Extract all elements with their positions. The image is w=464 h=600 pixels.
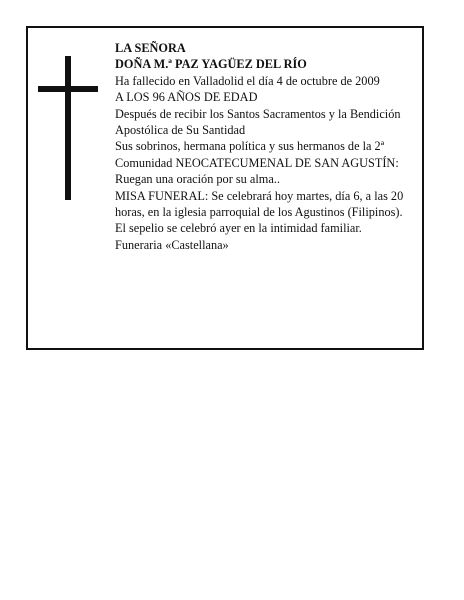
- family-line: Sus sobrinos, hermana política y sus hermanos de la 2ª Comunidad NEOCATECUMENAL DE SAN AGUSTÍN:: [115, 139, 399, 170]
- cross-horizontal-bar: [38, 86, 98, 92]
- deceased-name: DOÑA M.ª PAZ YAGÜEZ DEL RÍO: [115, 57, 307, 72]
- death-date-line: Ha fallecido en Valladolid el día 4 de octubre de 2009: [115, 73, 380, 88]
- notice-text: [115, 40, 421, 253]
- burial-line: El sepelio se celebró ayer en la intimidad familiar.: [115, 221, 362, 236]
- funeral-home-line: Funeraria «Castellana»: [115, 237, 229, 252]
- prayer-line: Ruegan una oración por su alma..: [115, 172, 280, 187]
- cross-vertical-bar: [65, 56, 71, 200]
- cross-icon: [38, 56, 100, 200]
- sacraments-line: Después de recibir los Santos Sacramentos y la Bendición Apostólica de Su Santidad: [115, 106, 401, 138]
- funeral-mass-line: MISA FUNERAL: Se celebrará hoy martes, día 6, a las 20 horas, en la iglesia parroquial de los Agustinos (Filipinos).: [115, 188, 404, 220]
- notice-title-line1: LA SEÑORA: [115, 41, 186, 55]
- age-line: A LOS 96 AÑOS DE EDAD: [115, 90, 258, 105]
- obituary-notice: [26, 26, 424, 350]
